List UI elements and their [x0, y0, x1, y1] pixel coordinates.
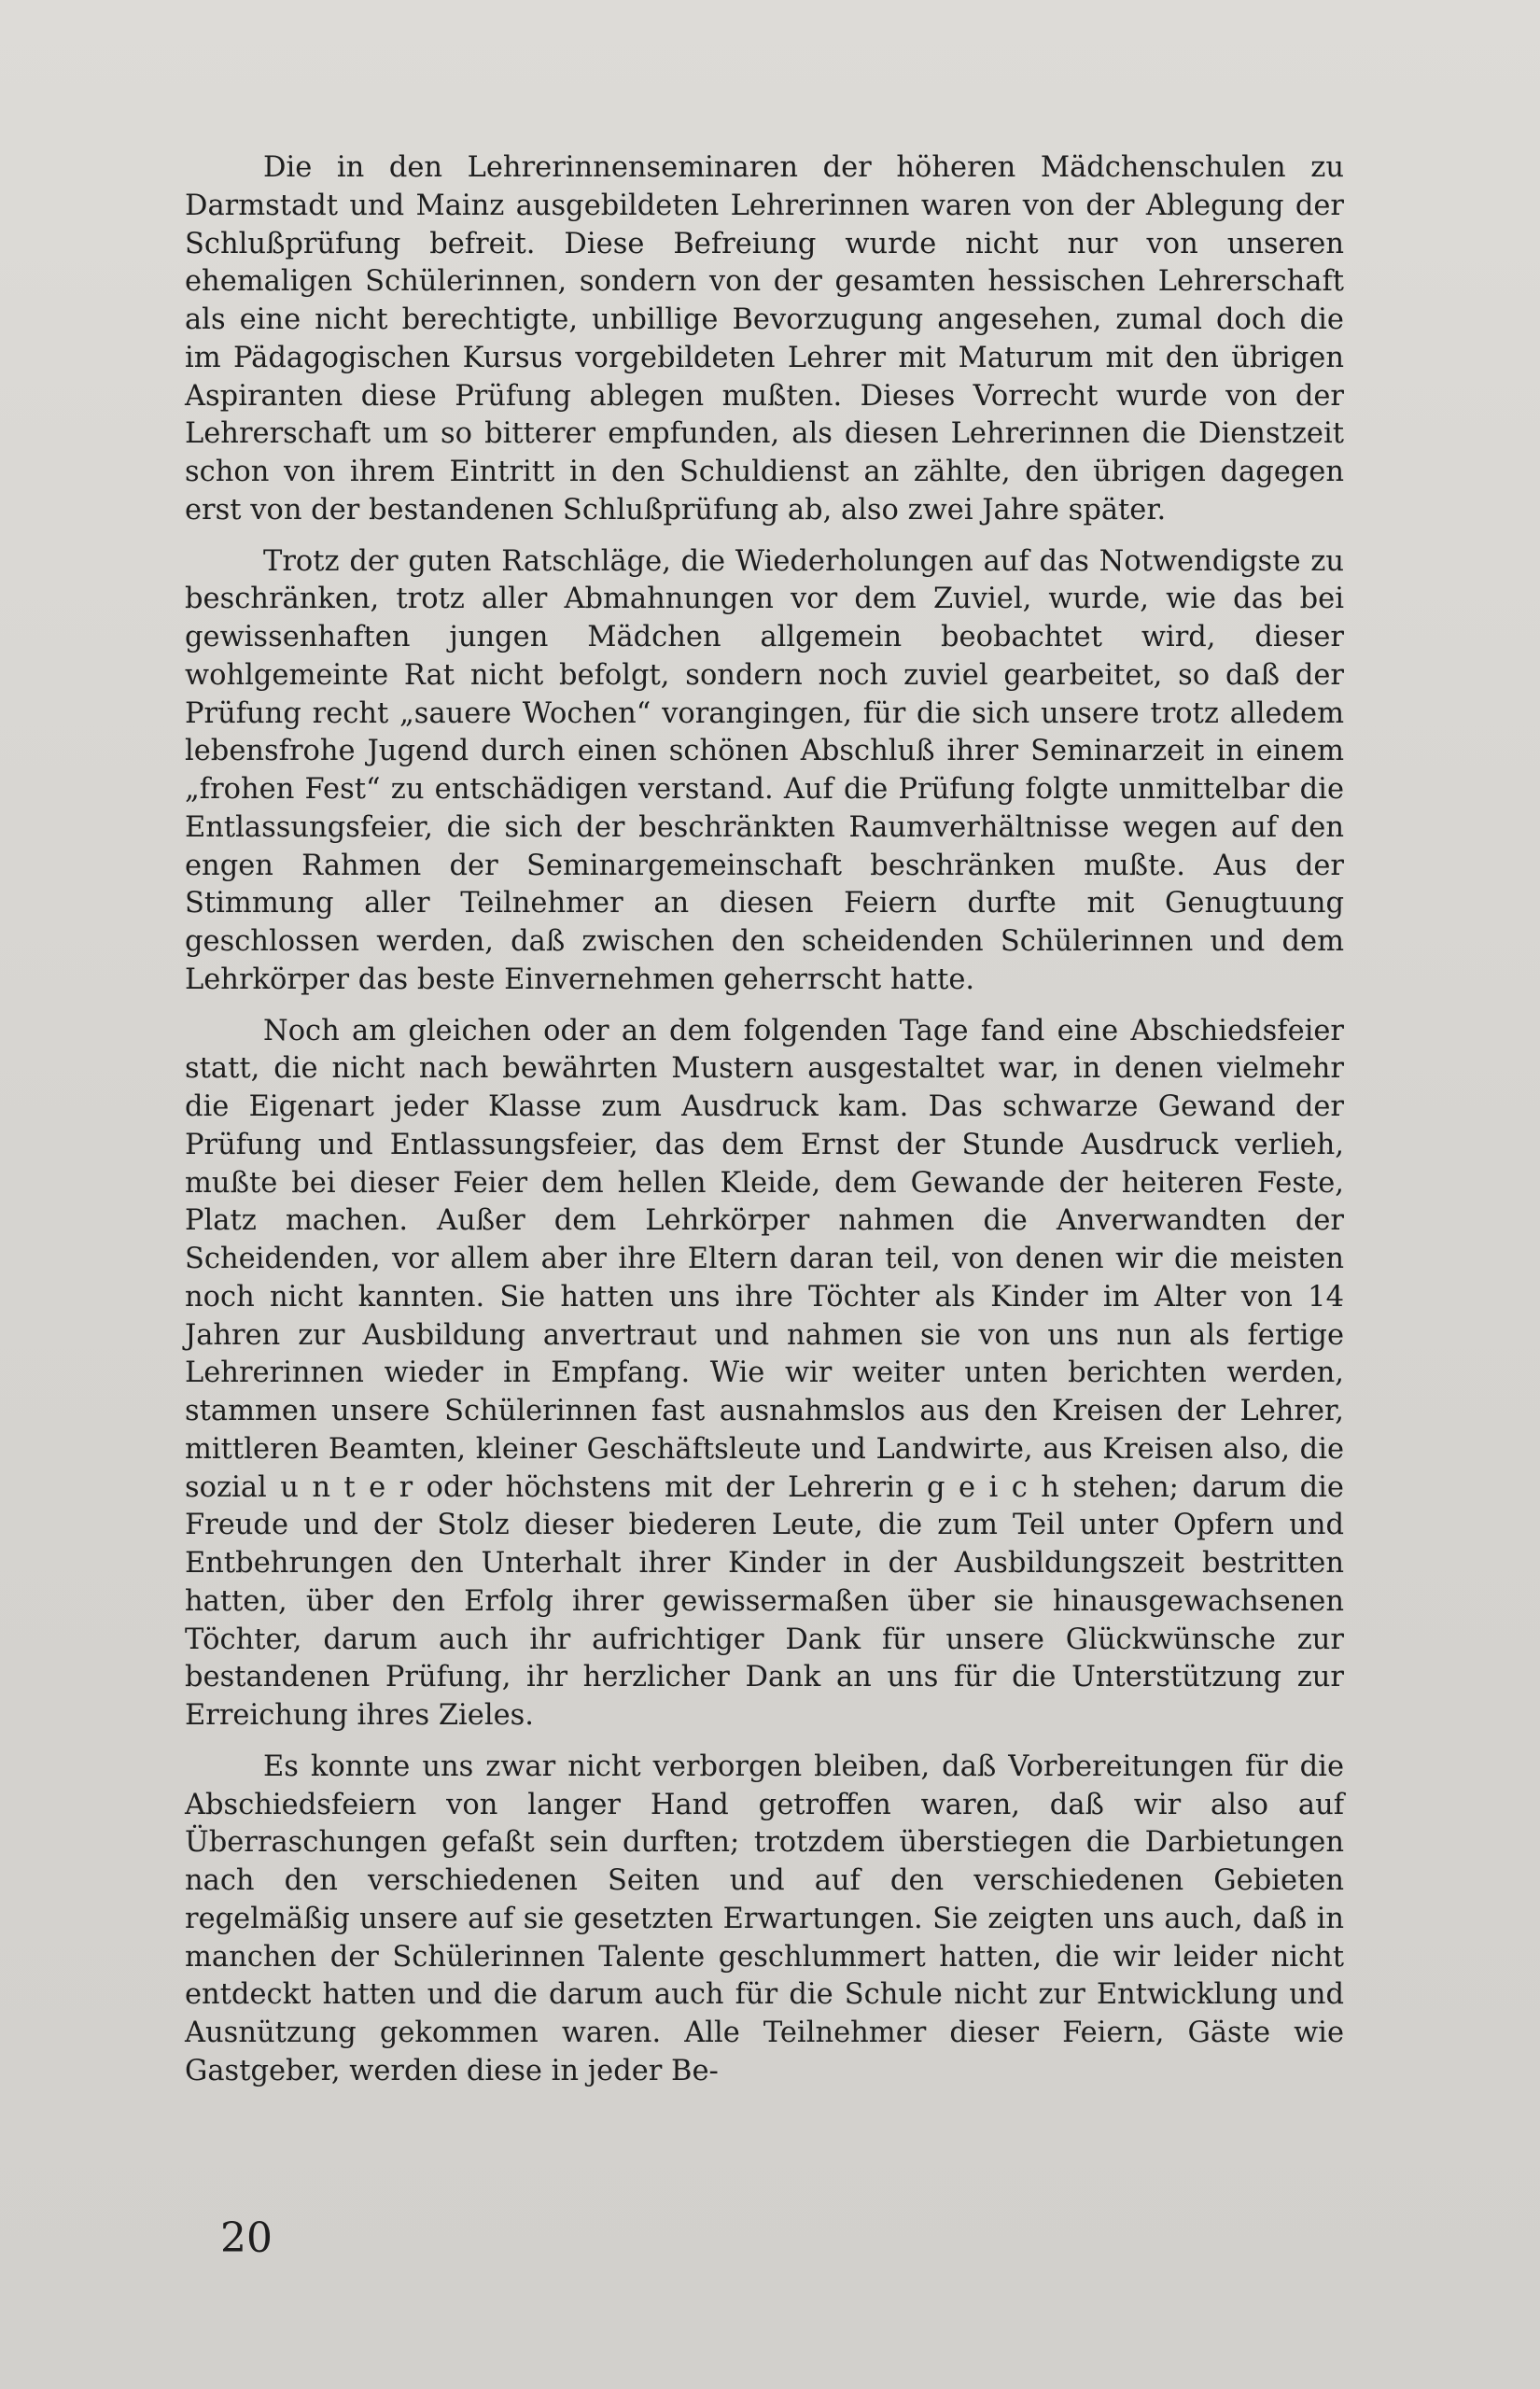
- page-number: 20: [220, 2214, 273, 2262]
- paragraph-1: Die in den Lehrerinnenseminaren der höheren Mädchenschulen zu Darmstadt und Mainz ausgebildeten Lehrerinnen waren von der Ablegung der Schlußprüfung befreit. Diese Befreiung wurde nicht nur von unseren ehemaligen Schülerinnen, sondern von der gesamten hessischen Lehrerschaft als eine nicht berechtigte, unbillige Bevorzugung angesehen, zumal doch die im Pädagogischen Kursus vorgebildeten Lehrer mit Maturum mit den übrigen Aspiranten diese Prüfung ablegen mußten. Dieses Vorrecht wurde von der Lehrerschaft um so bitterer empfunden, als diesen Lehrerinnen die Dienstzeit schon von ihrem Eintritt in den Schuldienst an zählte, den übrigen dagegen erst von der bestandenen Schlußprüfung ab, also zwei Jahre später.: [185, 151, 1344, 527]
- paragraph-2: Trotz der guten Ratschläge, die Wiederholungen auf das Notwendigste zu beschränken, trotz aller Abmahnungen vor dem Zuviel, wurde, wie das bei gewissenhaften jungen Mädchen allgemein beobachtet wird, dieser wohlgemeinte Rat nicht befolgt, sondern noch zuviel gearbeitet, so daß der Prüfung recht „sauere Wochen“ vorangingen, für die sich unsere trotz alledem lebensfrohe Jugend durch einen schönen Abschluß ihrer Seminarzeit in einem „frohen Fest“ zu entschädigen verstand. Auf die Prüfung folgte unmittelbar die Entlassungsfeier, die sich der beschränkten Raumverhältnisse wegen auf den engen Rahmen der Seminargemeinschaft beschränken mußte. Aus der Stimmung aller Teilnehmer an diesen Feiern durfte mit Genugtuung geschlossen werden, daß zwischen den scheidenden Schülerinnen und dem Lehrkörper das beste Einvernehmen geherrscht hatte.: [185, 544, 1344, 996]
- body-text: [185, 149, 1344, 2104]
- paragraph-3: Noch am gleichen oder an dem folgenden Tage fand eine Abschiedsfeier statt, die nicht nach bewährten Mustern ausgestaltet war, in denen vielmehr die Eigenart jeder Klasse zum Ausdruck kam. Das schwarze Gewand der Prüfung und Entlassungsfeier, das dem Ernst der Stunde Ausdruck verlieh, mußte bei dieser Feier dem hellen Kleide, dem Gewande der heiteren Feste, Platz machen. Außer dem Lehrkörper nahmen die Anverwandten der Scheidenden, vor allem aber ihre Eltern daran teil, von denen wir die meisten noch nicht kannten. Sie hatten uns ihre Töchter als Kinder im Alter von 14 Jahren zur Ausbildung anvertraut und nahmen sie von uns nun als fertige Lehrerinnen wieder in Empfang. Wie wir weiter unten berichten werden, stammen unsere Schülerinnen fast ausnahmslos aus den Kreisen der Lehrer, mittleren Beamten, kleiner Geschäftsleute und Landwirte, aus Kreisen also, die sozial u n t e r oder höchstens mit der Lehrerin g e i c h stehen; darum die Freude und der Stolz dieser biederen Leute, die zum Teil unter Opfern und Entbehrungen den Unterhalt ihrer Kinder in der Ausbildungszeit bestritten hatten, über den Erfolg ihrer gewissermaßen über sie hinausgewachsenen Töchter, darum auch ihr aufrichtiger Dank für unsere Glückwünsche zur bestandenen Prüfung, ihr herzlicher Dank an uns für die Unterstützung zur Erreichung ihres Zieles.: [185, 1014, 1344, 1732]
- paragraph-4: Es konnte uns zwar nicht verborgen bleiben, daß Vorbereitungen für die Abschiedsfeiern von langer Hand getroffen waren, daß wir also auf Überraschungen gefaßt sein durften; trotzdem überstiegen die Darbietungen nach den verschiedenen Seiten und auf den verschiedenen Gebieten regelmäßig unsere auf sie gesetzten Erwartungen. Sie zeigten uns auch, daß in manchen der Schülerinnen Talente geschlummert hatten, die wir leider nicht entdeckt hatten und die darum auch für die Schule nicht zur Entwicklung und Ausnützung gekommen waren. Alle Teilnehmer dieser Feiern, Gäste wie Gastgeber, werden diese in jeder Be-: [185, 1750, 1344, 2087]
